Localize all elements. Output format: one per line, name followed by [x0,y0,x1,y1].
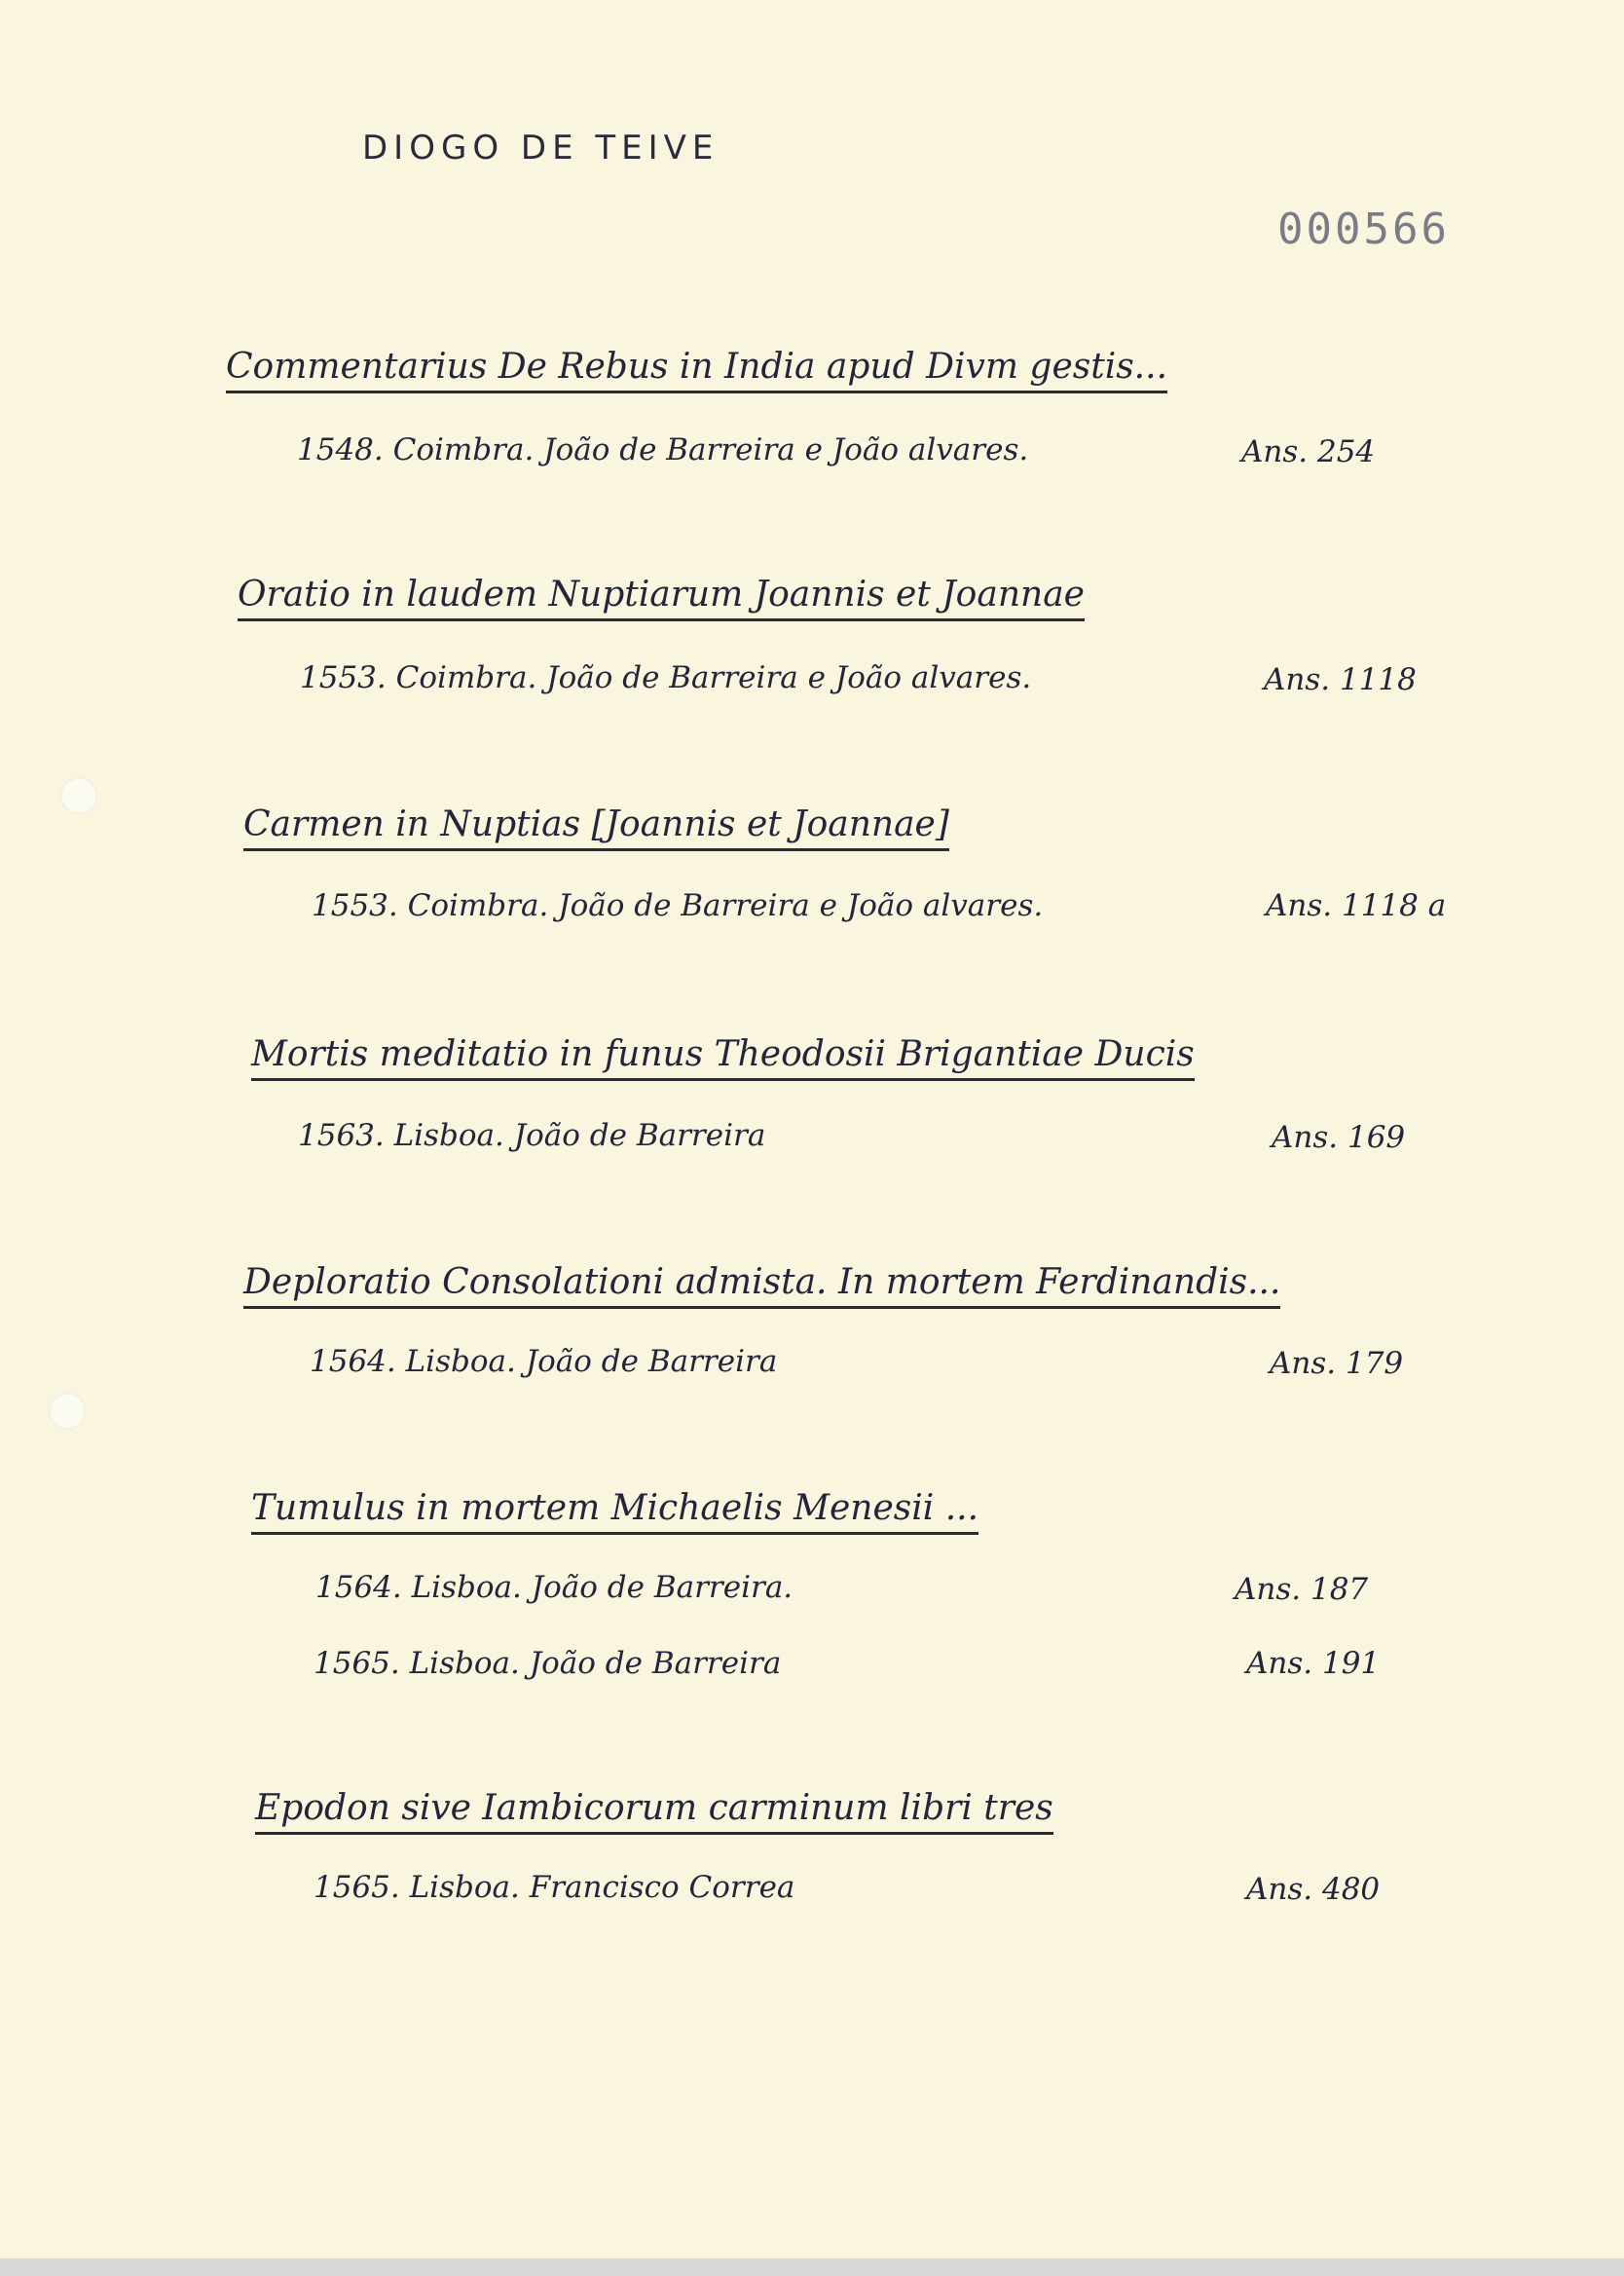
edition-line: 1564. Lisboa. João de Barreira. [315,1570,794,1605]
entry-title: Deploratio Consolationi admista. In mortem Ferdinandis... [243,1262,1280,1309]
edition-reference: Ans. 191 [1246,1646,1381,1681]
edition-reference: Ans. 254 [1241,434,1376,469]
entry-title: Oratio in laudem Nuptiarum Joannis et Joannae [238,575,1085,621]
entry-title: Tumulus in mortem Michaelis Menesii ... [251,1488,978,1535]
edition-reference: Ans. 169 [1272,1120,1406,1155]
scan-edge [0,2258,1624,2276]
entry-title: Carmen in Nuptias [Joannis et Joannae] [243,804,949,851]
punch-hole-bottom [49,1393,86,1430]
edition-reference: Ans. 187 [1235,1572,1369,1607]
edition-line: 1563. Lisboa. João de Barreira [298,1118,766,1153]
entry-title: Epodon sive Iambicorum carminum libri tres [255,1788,1053,1835]
edition-reference: Ans. 179 [1270,1346,1404,1381]
punch-hole-top [60,777,97,814]
edition-reference: Ans. 480 [1246,1872,1381,1907]
archive-stamp-number: 000566 [1277,205,1450,254]
edition-reference: Ans. 1118 [1264,662,1417,697]
edition-line: 1565. Lisboa. Francisco Correa [314,1870,795,1905]
edition-reference: Ans. 1118 a [1266,888,1447,923]
edition-line: 1553. Coimbra. João de Barreira e João alvares. [300,660,1032,695]
entry-title: Commentarius De Rebus in India apud Divm gestis... [226,347,1167,393]
edition-line: 1548. Coimbra. João de Barreira e João alvares. [297,432,1029,467]
edition-line: 1564. Lisboa. João de Barreira [310,1344,778,1379]
entry-title: Mortis meditatio in funus Theodosii Brigantiae Ducis [251,1034,1195,1081]
edition-line: 1553. Coimbra. João de Barreira e João alvares. [312,888,1044,923]
author-heading: DIOGO DE TEIVE [362,129,720,168]
edition-line: 1565. Lisboa. João de Barreira [314,1646,782,1681]
